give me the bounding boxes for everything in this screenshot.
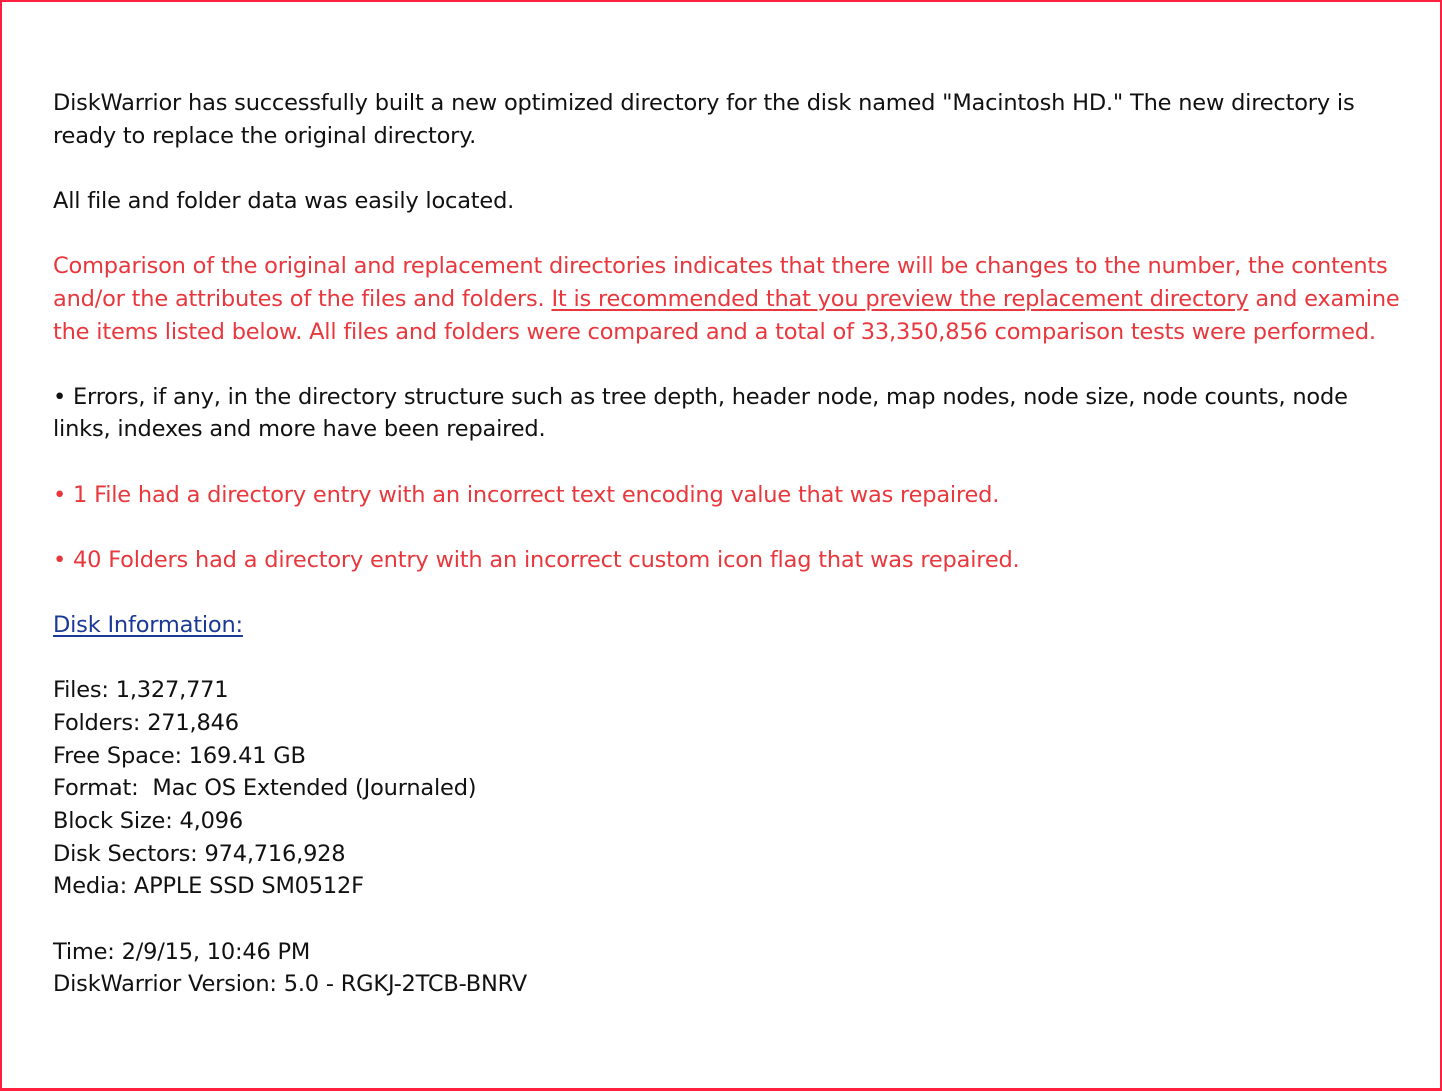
disk-info-media: Media: APPLE SSD SM0512F bbox=[53, 873, 364, 900]
preview-replacement-directory-link[interactable]: It is recommended that you preview the replacement directory bbox=[551, 285, 1249, 312]
comparison-paragraph bbox=[53, 250, 1403, 348]
bullet-text-encoding: • 1 File had a directory entry with an incorrect text encoding value that was repaired. bbox=[53, 481, 1000, 508]
disk-info-format: Format: Mac OS Extended (Journaled) bbox=[53, 775, 477, 802]
diskwarrior-report bbox=[53, 87, 1403, 1034]
report-footer bbox=[53, 936, 1403, 1001]
bullet-directory-errors: • Errors, if any, in the directory structure such as tree depth, header node, map nodes, node size, node counts, node links, indexes and more have been repaired. bbox=[53, 383, 1348, 443]
disk-info-list bbox=[53, 674, 1403, 903]
disk-info-heading-row bbox=[53, 609, 1403, 642]
disk-info-block-size: Block Size: 4,096 bbox=[53, 808, 243, 835]
comparison-text-after: and examine the items listed below. All files and folders were compared and a total of 33,350,856 comparison tests were performed. bbox=[53, 285, 1400, 345]
diskwarrior-version: DiskWarrior Version: 5.0 - RGKJ-2TCB-BNRV bbox=[53, 971, 527, 998]
disk-info-free-space: Free Space: 169.41 GB bbox=[53, 742, 306, 769]
disk-info-disk-sectors: Disk Sectors: 974,716,928 bbox=[53, 840, 346, 867]
bullet-custom-icon-flag: • 40 Folders had a directory entry with an incorrect custom icon flag that was repaired. bbox=[53, 546, 1020, 573]
disk-info-files: Files: 1,327,771 bbox=[53, 677, 229, 704]
disk-info-folders: Folders: 271,846 bbox=[53, 709, 239, 736]
intro-paragraph: DiskWarrior has successfully built a new optimized directory for the disk named "Macintosh HD." The new directory is ready to replace the original directory. bbox=[53, 90, 1355, 149]
disk-information-link[interactable]: Disk Information: bbox=[53, 612, 243, 639]
located-paragraph: All file and folder data was easily located. bbox=[53, 187, 515, 214]
report-time: Time: 2/9/15, 10:46 PM bbox=[53, 938, 311, 965]
comparison-text-before: Comparison of the original and replacement directories indicates that there will be changes to the number, the contents and/or the attributes of the files and folders. bbox=[53, 253, 1388, 312]
